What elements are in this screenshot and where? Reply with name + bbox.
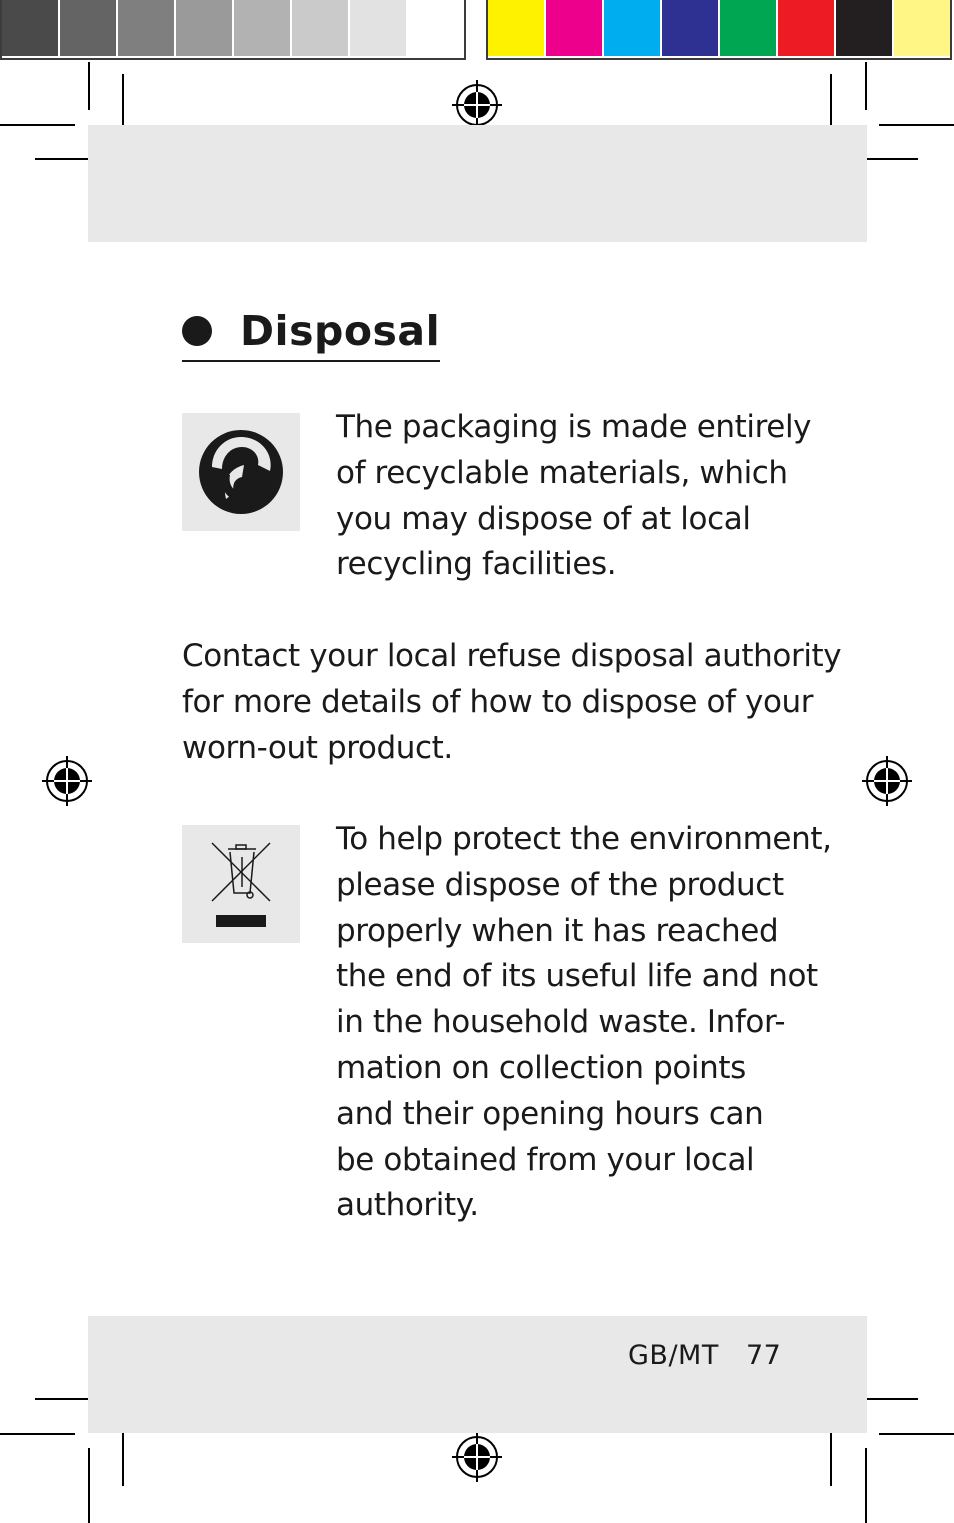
text-line: in the household waste. Infor- — [336, 1004, 786, 1041]
heading-bullet-icon — [182, 316, 212, 346]
header-band — [88, 125, 867, 242]
calibration-swatch — [176, 0, 232, 56]
color-calibration-bar — [486, 0, 952, 60]
text-line: and their opening hours can — [336, 1095, 764, 1132]
text-line: for more details of how to dispose of your — [182, 683, 814, 720]
registration-mark-top — [452, 80, 502, 130]
grayscale-calibration-bar — [0, 0, 466, 60]
environment-paragraph — [336, 817, 832, 1229]
calibration-swatch — [662, 0, 718, 56]
weee-icon-box — [182, 825, 300, 943]
text-line: of recyclable materials, which — [336, 454, 788, 491]
text-line: The packaging is made entirely — [336, 409, 812, 445]
footer-locale: GB/MT — [628, 1340, 719, 1371]
section-heading — [182, 306, 440, 362]
text-line: To help protect the environment, — [336, 821, 832, 857]
green-dot-recycling-icon — [182, 413, 300, 531]
text-line: mation on collection points — [336, 1049, 746, 1086]
section-title: Disposal — [240, 307, 441, 355]
text-line: be obtained from your local — [336, 1141, 755, 1178]
text-line: properly when it has reached — [336, 912, 779, 949]
calibration-swatch — [292, 0, 348, 56]
calibration-swatch — [350, 0, 406, 56]
contact-paragraph — [182, 634, 841, 771]
calibration-swatch — [894, 0, 950, 56]
text-line: authority. — [336, 1187, 479, 1224]
text-line: please dispose of the product — [336, 866, 784, 903]
calibration-swatch — [778, 0, 834, 56]
calibration-swatch — [546, 0, 602, 56]
calibration-swatch — [60, 0, 116, 56]
calibration-swatch — [234, 0, 290, 56]
page-number: 77 — [746, 1340, 782, 1371]
recycle-icon-box — [182, 413, 300, 531]
text-line: recycling facilities. — [336, 546, 617, 583]
text-line: the end of its useful life and not — [336, 958, 818, 995]
registration-mark-left — [42, 756, 92, 806]
calibration-swatch — [604, 0, 660, 56]
calibration-swatch — [720, 0, 776, 56]
footer-band — [88, 1316, 867, 1433]
text-line: worn-out product. — [182, 729, 453, 766]
calibration-swatch — [2, 0, 58, 56]
crossed-out-wheelie-bin-icon — [182, 825, 300, 943]
registration-mark-right — [862, 756, 912, 806]
registration-mark-bottom — [452, 1432, 502, 1482]
text-line: you may dispose of at local — [336, 500, 751, 537]
packaging-paragraph — [336, 405, 811, 588]
calibration-swatch — [118, 0, 174, 56]
text-line: Contact your local refuse disposal authority — [182, 638, 842, 674]
calibration-swatch — [488, 0, 544, 56]
calibration-swatch — [836, 0, 892, 56]
calibration-swatch — [408, 0, 464, 56]
